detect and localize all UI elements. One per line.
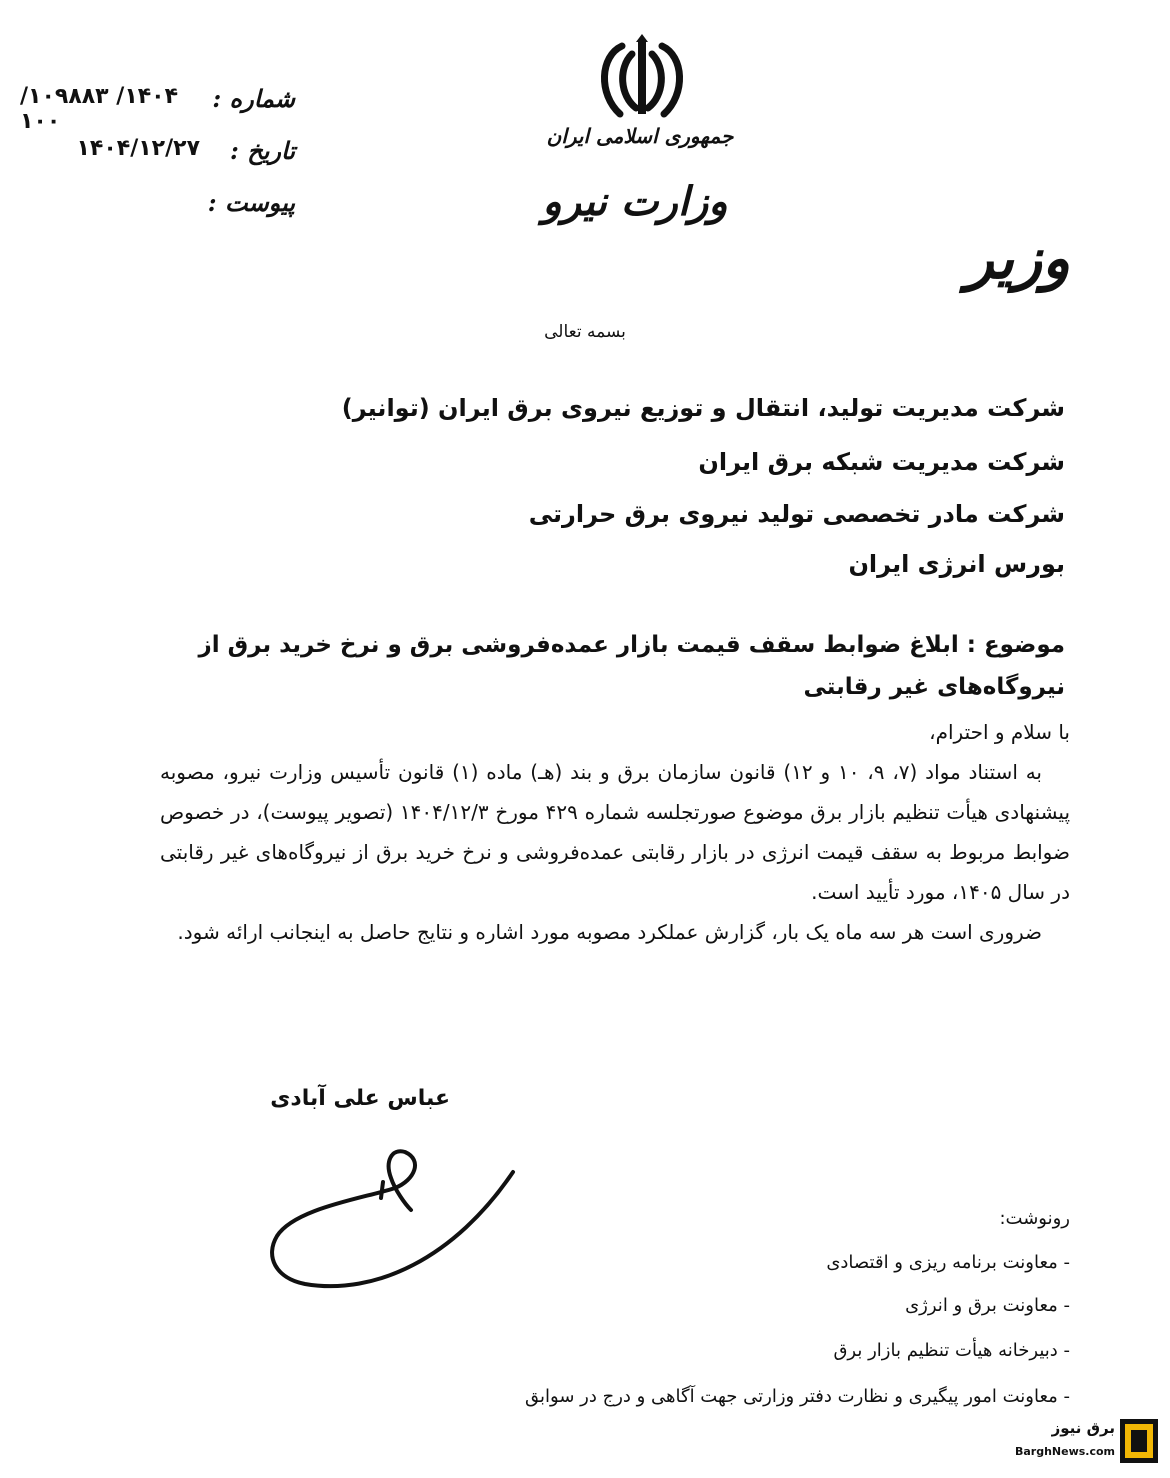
greeting: با سلام و احترام، [929, 720, 1070, 744]
signer-name: عباس علی آبادی [270, 1086, 450, 1111]
letter-attachment-row [20, 188, 295, 228]
cc-item-planning: - معاونت برنامه ریزی و اقتصادی [826, 1252, 1070, 1273]
cc-item-electricity: - معاونت برق و انرژی [905, 1295, 1070, 1316]
ministry-title: وزارت نیرو [542, 178, 728, 225]
cc-title: رونوشت: [999, 1208, 1070, 1229]
recipient-thermal-power: شرکت مادر تخصصی تولید نیروی برق حرارتی [528, 500, 1065, 528]
body-paragraph-1: به استناد مواد (۷، ۹، ۱۰ و ۱۲) قانون سازمان برق و بند (هـ) ماده (۱) قانون تأسیس وزارت نیرو، مصوبه پیشنهادی هیأت تنظیم بازار برق موضوع صورتجلسه شماره ۴۲۹ مورخ ۱۴۰۴/۱۲/۳ (تصویر پیوست)، در خصوص ضوابط مربوط به سقف قیمت انرژی در بازار رقابتی عمده‌فروشی و نرخ خرید برق از نیروگاه‌های غیر رقابتی در سال ۱۴۰۵، مورد تأیید است. [160, 760, 1071, 904]
minister-title: وزیر [965, 224, 1070, 292]
cc-item-secretariat: - دبیرخانه هیأت تنظیم بازار برق [833, 1340, 1070, 1361]
letter-date-row [20, 136, 295, 176]
watermark-name: برق نیوز [1051, 1419, 1115, 1437]
letter-number-value: ۱۴۰۴/ ۱۰۹۸۸۳/ ۱۰۰ [20, 84, 179, 134]
bismillah: بسمه تعالی [544, 322, 626, 342]
letter-number-label: شماره : [212, 84, 295, 113]
barghnews-logo-icon [1120, 1419, 1158, 1463]
watermark-url: BarghNews.com [1014, 1445, 1115, 1458]
republic-title: جمهوری اسلامی ایران [546, 124, 734, 148]
signature-icon [255, 1138, 525, 1298]
recipient-energy-exchange: بورس انرژی ایران [848, 550, 1065, 578]
letter-attachment-label: پیوست : [207, 188, 295, 217]
letter-date-label: تاریخ : [230, 136, 295, 165]
cc-item-followup: - معاونت امور پیگیری و نظارت دفتر وزارتی جهت آگاهی و درج در سوابق [525, 1386, 1070, 1407]
recipient-grid-company: شرکت مدیریت شبکه برق ایران [698, 448, 1065, 476]
body-paragraph-2: ضروری است هر سه ماه یک بار، گزارش عملکرد مصوبه مورد اشاره و نتایج حاصل به اینجانب ارائه شود. [177, 920, 1042, 944]
barghnews-watermark[interactable] [1014, 1415, 1160, 1469]
letter-subject: موضوع : ابلاغ ضوابط سقف قیمت بازار عمده‌فروشی برق و نرخ خرید برق از نیروگاه‌های غیر رقابتی [198, 632, 1065, 700]
iran-emblem-icon [592, 34, 692, 124]
letter-number-row [20, 84, 295, 134]
letter-date-value: ۱۴۰۴/۱۲/۲۷ [76, 136, 200, 161]
letter-body [160, 712, 1070, 952]
recipient-tavanir: شرکت مدیریت تولید، انتقال و توزیع نیروی برق ایران (توانیر) [341, 394, 1065, 422]
